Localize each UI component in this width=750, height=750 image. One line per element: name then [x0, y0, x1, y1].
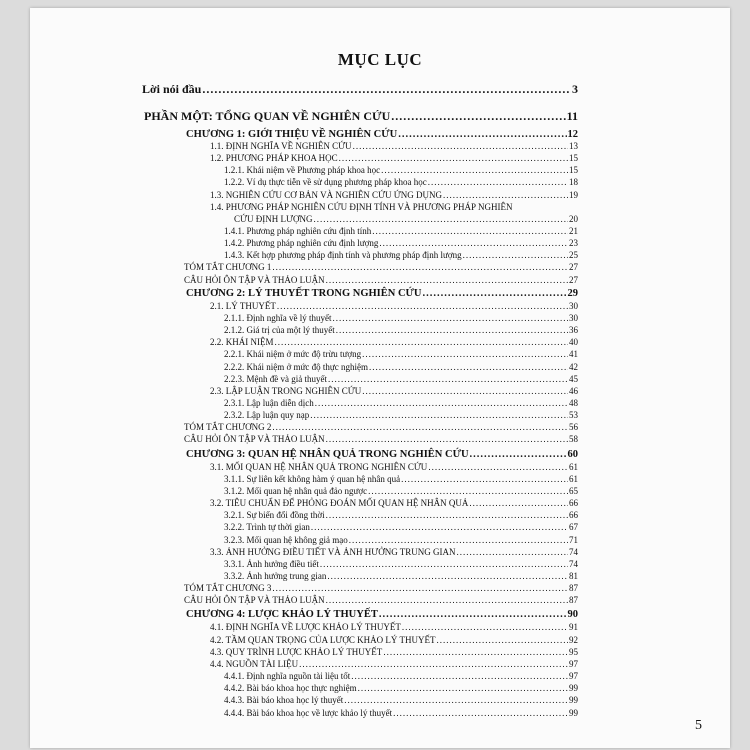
toc-entry-label: 4.4.2. Bài báo khoa học thực nghiệm	[224, 683, 357, 694]
toc-entry	[210, 202, 578, 212]
toc-entry-label: 3.1.1. Sự liên kết không hàm ý quan hệ nhân quả	[224, 473, 401, 484]
toc-dot-leader	[379, 609, 567, 620]
toc-dot-leader	[339, 153, 568, 163]
toc-entry	[186, 288, 578, 299]
toc-entry	[144, 109, 578, 124]
toc-dot-leader	[326, 510, 568, 520]
toc-entry-label: 4.4.3. Bài báo khoa học lý thuyết	[224, 695, 344, 706]
toc-entry	[224, 410, 578, 420]
toc-entry	[224, 708, 578, 718]
toc-entry-page: 40	[569, 337, 578, 348]
toc-entry-label: PHẦN MỘT: TỔNG QUAN VỀ NGHIÊN CỨU	[144, 109, 391, 124]
toc-entry-page: 27	[569, 262, 578, 273]
toc-entry	[210, 153, 578, 163]
toc-entry-label: 1.4.2. Phương pháp nghiên cứu định lượng	[224, 238, 379, 249]
toc-entry-label: CỨU ĐỊNH LƯỢNG	[234, 213, 313, 224]
toc-entry-label: 3.1. MỐI QUAN HỆ NHÂN QUẢ TRONG NGHIÊN CỨU	[210, 461, 428, 472]
toc-entry-label: 4.1. ĐỊNH NGHĨA VỀ LƯỢC KHẢO LÝ THUYẾT	[210, 622, 401, 633]
toc-entry-page: 92	[569, 634, 578, 645]
toc-entry	[224, 177, 578, 187]
toc-dot-leader	[336, 325, 568, 335]
toc-entry	[224, 313, 578, 323]
toc-dot-leader	[272, 262, 568, 272]
toc-entry	[210, 141, 578, 151]
toc-entry-label: 1.2.2. Ví dụ thực tiễn về sử dụng phương pháp khoa học	[224, 177, 427, 188]
toc-dot-leader	[315, 398, 568, 408]
toc-dot-leader	[272, 422, 568, 432]
toc-entry	[186, 449, 578, 460]
toc-entry-page: 30	[569, 300, 578, 311]
toc-entry-page: 58	[569, 434, 578, 445]
toc-entry-label: 3.3.2. Ảnh hưởng trung gian	[224, 571, 327, 581]
toc-entry	[224, 362, 578, 372]
toc-entry	[184, 583, 578, 593]
toc-entry-label: 1.3. NGHIÊN CỨU CƠ BẢN VÀ NGHIÊN CỨU ỨNG DỤNG	[210, 189, 443, 200]
toc-entry-label: 4.4. NGUỒN TÀI LIỆU	[210, 658, 299, 669]
toc-entry-label: 1.2.1. Khái niệm về Phương pháp khoa học	[224, 165, 381, 176]
toc-entry-page: 29	[567, 287, 578, 299]
toc-entry-page: 74	[569, 546, 578, 557]
toc-entry-page: 66	[569, 510, 578, 521]
toc-dot-leader	[379, 238, 568, 248]
toc-entry	[224, 486, 578, 496]
toc-entry-label: Lời nói đầu	[142, 82, 202, 96]
toc-entry-label: TÓM TẮT CHƯƠNG 3	[184, 583, 272, 594]
toc-entry	[224, 671, 578, 681]
toc-entry	[224, 559, 578, 569]
toc-entry-page: 90	[567, 609, 578, 621]
toc-entry	[184, 275, 578, 285]
toc-entry-label: 3.1.2. Mối quan hệ nhân quả đảo ngược	[224, 485, 368, 496]
toc-entry-page: 95	[569, 646, 578, 657]
toc-dot-leader	[428, 177, 568, 187]
toc-entry	[186, 609, 578, 620]
toc-entry	[142, 82, 578, 97]
toc-entry-page: 61	[569, 461, 578, 472]
toc-dot-leader	[469, 498, 568, 508]
toc-entry-page: 21	[569, 225, 578, 236]
toc-entry	[224, 349, 578, 359]
toc-dot-leader	[310, 410, 568, 420]
toc-entry-label: 3.3. ẢNH HƯỞNG ĐIỀU TIẾT VÀ ẢNH HƯỞNG TRUNG GIAN	[210, 546, 456, 557]
toc-entry-label: TÓM TẮT CHƯƠNG 2	[184, 422, 272, 433]
toc-entry	[224, 535, 578, 545]
toc-entry	[224, 226, 578, 236]
toc-entry	[210, 190, 578, 200]
toc-entry-label: 2.3. LẬP LUẬN TRONG NGHIÊN CỨU	[210, 385, 362, 396]
toc-dot-leader	[328, 374, 568, 384]
toc-dot-leader	[369, 362, 568, 372]
toc-entry	[210, 301, 578, 311]
toc-entry-page: 45	[569, 373, 578, 384]
toc-dot-leader	[344, 695, 568, 705]
toc-entry	[224, 510, 578, 520]
toc-entry	[224, 165, 578, 175]
toc-entry-label: CÂU HỎI ÔN TẬP VÀ THẢO LUẬN	[184, 595, 325, 606]
toc-entry-page: 61	[569, 473, 578, 484]
toc-entry	[210, 547, 578, 557]
toc-entry-label: 1.4. PHƯƠNG PHÁP NGHIÊN CỨU ĐỊNH TÍNH VÀ PHƯƠNG PHÁP NGHIÊN	[210, 201, 513, 212]
toc-dot-leader	[383, 647, 568, 657]
toc-entry-page: 74	[569, 558, 578, 569]
toc-entry	[184, 434, 578, 444]
toc-dot-leader	[436, 635, 568, 645]
toc-entry-page: 3	[572, 82, 578, 96]
toc-entry-page: 11	[566, 109, 578, 124]
toc-title: MỤC LỤC	[337, 50, 423, 69]
toc-dot-leader	[326, 275, 568, 285]
toc-entry-label: 2.3.1. Lập luận diễn dịch	[224, 398, 314, 409]
book-page	[30, 8, 730, 748]
toc-entry-label: CHƯƠNG 4: LƯỢC KHẢO LÝ THUYẾT	[186, 609, 378, 621]
toc-entry-page: 41	[569, 349, 578, 360]
toc-entry-page: 46	[569, 385, 578, 396]
toc-entry-page: 81	[569, 571, 578, 581]
toc-entry-label: 2.1.1. Định nghĩa về lý thuyết	[224, 312, 332, 323]
toc-entry-page: 87	[569, 583, 578, 594]
toc-dot-leader	[327, 571, 568, 581]
toc-dot-leader	[351, 671, 568, 681]
toc-entry-page: 97	[569, 671, 578, 682]
toc-entry-page: 15	[569, 165, 578, 176]
toc-entry-page: 99	[569, 707, 578, 718]
toc-entry-page: 42	[569, 361, 578, 372]
toc-entry-label: 2.2.3. Mệnh đề và giả thuyết	[224, 373, 327, 384]
toc-entry	[210, 386, 578, 396]
toc-dot-leader	[398, 129, 566, 140]
toc-entry-label: CHƯƠNG 3: QUAN HỆ NHÂN QUẢ TRONG NGHIÊN CỨU	[186, 448, 469, 460]
toc-entry	[210, 462, 578, 472]
toc-entry-page: 15	[569, 153, 578, 164]
toc-entry-page: 23	[569, 238, 578, 249]
toc-dot-leader	[202, 82, 571, 97]
toc-entry	[224, 695, 578, 705]
toc-dot-leader	[362, 386, 568, 396]
toc-entry	[184, 262, 578, 272]
toc-entry-label: 2.2. KHÁI NIỆM	[210, 337, 274, 348]
toc-entry-label: 2.2.2. Khái niệm ở mức độ thực nghiệm	[224, 361, 368, 372]
toc-entry-label: 1.4.3. Kết hợp phương pháp định tính và phương pháp định lượng	[224, 250, 462, 261]
toc-entry-page: 48	[569, 398, 578, 409]
toc-entry	[224, 374, 578, 384]
toc-entry	[224, 398, 578, 408]
table-of-contents	[30, 8, 730, 748]
toc-dot-leader	[313, 214, 568, 224]
toc-entry	[224, 238, 578, 248]
toc-entry-page: 97	[569, 658, 578, 669]
toc-entry	[210, 622, 578, 632]
toc-entry	[210, 337, 578, 347]
toc-dot-leader	[372, 226, 568, 236]
toc-entry-page: 25	[569, 250, 578, 261]
toc-dot-leader	[423, 288, 567, 299]
toc-entry-label: 2.1.2. Giá trị của một lý thuyết	[224, 325, 335, 336]
toc-entry-label: 4.4.1. Định nghĩa nguồn tài liệu tốt	[224, 671, 351, 682]
toc-entry-label: 2.2.1. Khái niệm ở mức độ trừu tượng	[224, 349, 362, 360]
toc-entry	[224, 250, 578, 260]
toc-dot-leader	[277, 301, 568, 311]
toc-dot-leader	[362, 349, 568, 359]
toc-entry	[224, 571, 578, 581]
toc-entry	[224, 683, 578, 693]
toc-entry-page: 12	[567, 128, 578, 140]
toc-entry	[234, 214, 578, 224]
toc-entry-page: 99	[569, 695, 578, 706]
toc-dot-leader	[311, 522, 568, 532]
toc-dot-leader	[391, 109, 565, 124]
toc-entry-label: 3.2.3. Mối quan hệ không giả mạo	[224, 534, 348, 545]
toc-entry-label: TÓM TẮT CHƯƠNG 1	[184, 262, 272, 273]
toc-entry	[224, 474, 578, 484]
toc-dot-leader	[326, 595, 568, 605]
toc-entry-label: 4.4.4. Bài báo khoa học về lược khảo lý thuyết	[224, 707, 393, 718]
toc-entry-label: 4.2. TẦM QUAN TRỌNG CỦA LƯỢC KHẢO LÝ THUYẾT	[210, 634, 436, 645]
toc-dot-leader	[470, 449, 567, 460]
toc-dot-leader	[272, 583, 568, 593]
toc-entry-page: 67	[569, 522, 578, 533]
toc-entry-label: 3.3.1. Ảnh hưởng điều tiết	[224, 558, 319, 569]
toc-entry	[210, 635, 578, 645]
toc-dot-leader	[320, 559, 568, 569]
toc-entry-page: 18	[569, 177, 578, 188]
toc-entry	[186, 129, 578, 140]
toc-dot-leader	[299, 659, 568, 669]
toc-entry-page: 60	[567, 448, 578, 460]
toc-entry-label: CÂU HỎI ÔN TẬP VÀ THẢO LUẬN	[184, 274, 325, 285]
toc-entry-page: 27	[569, 274, 578, 285]
toc-dot-leader	[333, 313, 569, 323]
toc-entry	[224, 325, 578, 335]
toc-dot-leader	[393, 708, 568, 718]
toc-entry-label: 3.2. TIÊU CHUẨN ĐỂ PHỎNG ĐOÁN MỐI QUAN HỆ NHÂN QUẢ	[210, 498, 469, 509]
toc-entry-page: 36	[569, 325, 578, 336]
toc-entry-page: 87	[569, 595, 578, 606]
toc-dot-leader	[326, 434, 568, 444]
toc-entry-page: 66	[569, 498, 578, 509]
toc-entry-label: CÂU HỎI ÔN TẬP VÀ THẢO LUẬN	[184, 434, 325, 445]
toc-entry-page: 71	[569, 534, 578, 545]
toc-entry	[210, 659, 578, 669]
toc-entry-label: 1.1. ĐỊNH NGHĨA VỀ NGHIÊN CỨU	[210, 140, 352, 151]
toc-dot-leader	[401, 474, 568, 484]
toc-entry-label: 2.3.2. Lập luận quy nạp	[224, 410, 310, 421]
toc-entry-label: 1.4.1. Phương pháp nghiên cứu định tính	[224, 225, 372, 236]
toc-entry-page: 65	[569, 485, 578, 496]
toc-entry-label: 3.2.1. Sự biến đổi đồng thời	[224, 510, 325, 521]
toc-dot-leader	[443, 190, 568, 200]
toc-dot-leader	[353, 141, 568, 151]
toc-entry-page: 99	[569, 683, 578, 694]
toc-entry-label: 2.1. LÝ THUYẾT	[210, 300, 276, 311]
toc-entry-label: 4.3. QUY TRÌNH LƯỢC KHẢO LÝ THUYẾT	[210, 646, 383, 657]
toc-dot-leader	[428, 462, 568, 472]
toc-entry-page: 20	[569, 213, 578, 224]
toc-dot-leader	[368, 486, 568, 496]
toc-entry-page: 30	[569, 312, 578, 323]
toc-entry-page: 53	[569, 410, 578, 421]
toc-dot-leader	[275, 337, 569, 347]
toc-entry-label: CHƯƠNG 1: GIỚI THIỆU VỀ NGHIÊN CỨU	[186, 128, 398, 140]
page-number: 5	[695, 718, 702, 733]
toc-entry-label: CHƯƠNG 2: LÝ THUYẾT TRONG NGHIÊN CỨU	[186, 287, 422, 299]
toc-dot-leader	[463, 250, 568, 260]
toc-dot-leader	[402, 622, 568, 632]
toc-dot-leader	[358, 683, 568, 693]
toc-entry-label: 3.2.2. Trình tự thời gian	[224, 522, 310, 533]
toc-entry-label: 1.2. PHƯƠNG PHÁP KHOA HỌC	[210, 153, 338, 164]
toc-entry-page: 91	[569, 622, 578, 633]
toc-entry-page: 56	[569, 422, 578, 433]
toc-entry	[184, 422, 578, 432]
toc-entry	[210, 498, 578, 508]
toc-dot-leader	[381, 165, 568, 175]
toc-entry-page: 13	[569, 140, 578, 151]
toc-entry	[184, 595, 578, 605]
toc-entry	[224, 522, 578, 532]
toc-dot-leader	[457, 547, 568, 557]
toc-entry	[210, 647, 578, 657]
toc-entry-page: 19	[569, 189, 578, 200]
toc-dot-leader	[349, 535, 568, 545]
